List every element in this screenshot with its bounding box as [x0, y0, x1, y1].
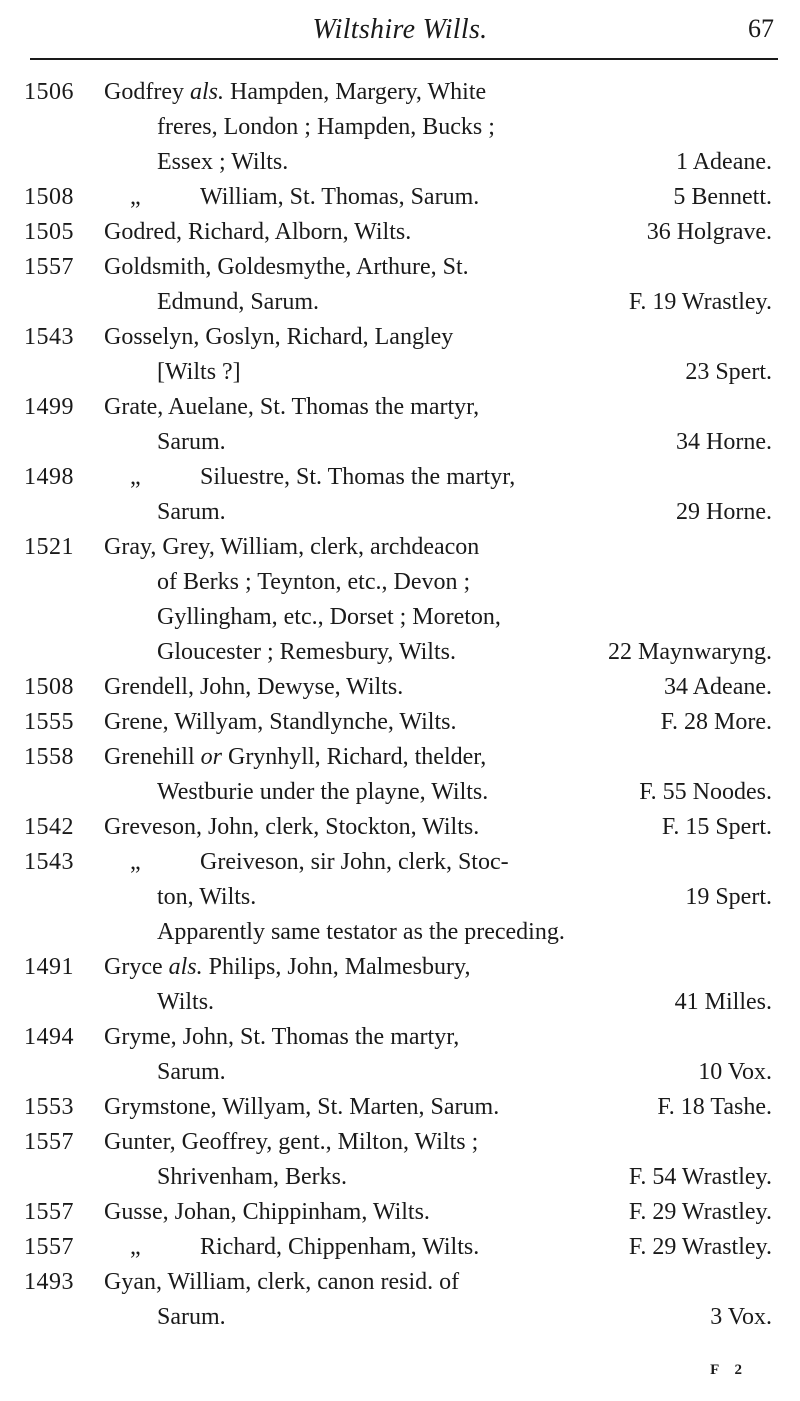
entry-line	[0, 565, 800, 600]
entry-text: freres, London ; Hampden, Bucks ;	[157, 114, 495, 140]
entry-text: Gloucester ; Remesbury, Wilts.	[157, 639, 456, 665]
entry-text: Godred, Richard, Alborn, Wilts.	[104, 219, 412, 245]
entry-line	[0, 425, 800, 460]
entry-text: [Wilts ?]	[157, 359, 241, 385]
entry-text: Sarum.	[157, 429, 226, 455]
entry-text: Grymstone, Willyam, St. Marten, Sarum.	[104, 1094, 500, 1120]
entry-year: 1508	[24, 184, 74, 210]
entry-line	[0, 1125, 800, 1160]
running-title: Wiltshire Wills.	[312, 14, 488, 45]
entry-text: Gunter, Geoffrey, gent., Milton, Wilts ;	[104, 1129, 479, 1155]
will-entry	[0, 460, 800, 530]
entry-year: 1521	[24, 534, 74, 560]
entry-text: ton, Wilts.	[157, 884, 257, 910]
entry-line	[0, 495, 800, 530]
entry-line	[0, 460, 800, 495]
will-entry	[0, 950, 800, 1020]
will-entry	[0, 215, 800, 250]
register-reference: F. 28 More.	[660, 709, 772, 735]
entry-year: 1558	[24, 744, 74, 770]
entry-text: Westburie under the playne, Wilts.	[157, 779, 489, 805]
entry-line	[0, 355, 800, 390]
entry-line	[0, 1195, 800, 1230]
register-reference: 10 Vox.	[698, 1059, 772, 1085]
entry-text: Sarum.	[157, 499, 226, 525]
register-reference: 22 Maynwaryng.	[608, 639, 772, 665]
register-reference: 19 Spert.	[685, 884, 772, 910]
register-reference: 3 Vox.	[710, 1304, 772, 1330]
entry-year: 1557	[24, 254, 74, 280]
entry-year: 1499	[24, 394, 74, 420]
entry-year: 1543	[24, 849, 74, 875]
entry-year: 1553	[24, 1094, 74, 1120]
entry-year: 1498	[24, 464, 74, 490]
entry-text: Gosselyn, Goslyn, Richard, Langley	[104, 324, 454, 350]
will-entry	[0, 1020, 800, 1090]
entry-year: 1543	[24, 324, 74, 350]
ditto-mark: „	[130, 1234, 141, 1260]
entry-text: Gusse, Johan, Chippinham, Wilts.	[104, 1199, 430, 1225]
entry-note: Apparently same testator as the preceding.	[157, 919, 565, 945]
entry-text: Goldsmith, Goldesmythe, Arthure, St.	[104, 254, 469, 280]
entry-line	[0, 1265, 800, 1300]
entry-line	[0, 880, 800, 915]
entry-year: 1557	[24, 1199, 74, 1225]
entry-text: Essex ; Wilts.	[157, 149, 289, 175]
entry-line	[0, 215, 800, 250]
ditto-mark: „	[130, 184, 141, 210]
entry-text: Sarum.	[157, 1059, 226, 1085]
entry-text: Grendell, John, Dewyse, Wilts.	[104, 674, 404, 700]
entry-line	[0, 775, 800, 810]
entry-year: 1493	[24, 1269, 74, 1295]
will-entries-list	[0, 75, 800, 1335]
entry-text: of Berks ; Teynton, etc., Devon ;	[157, 569, 471, 595]
entry-line	[0, 705, 800, 740]
will-entry	[0, 180, 800, 215]
register-reference: 5 Bennett.	[673, 184, 772, 210]
will-entry	[0, 740, 800, 810]
will-entry	[0, 250, 800, 320]
register-reference: 23 Spert.	[685, 359, 772, 385]
register-reference: 41 Milles.	[674, 989, 772, 1015]
entry-text: Grenehill or Grynhyll, Richard, thelder,	[104, 744, 487, 770]
entry-year: 1508	[24, 674, 74, 700]
will-entry	[0, 1090, 800, 1125]
entry-text: Shrivenham, Berks.	[157, 1164, 347, 1190]
will-entry	[0, 320, 800, 390]
entry-text: Wilts.	[157, 989, 215, 1015]
entry-year: 1555	[24, 709, 74, 735]
will-entry	[0, 1125, 800, 1195]
entry-line	[0, 1300, 800, 1335]
entry-line	[0, 1020, 800, 1055]
entry-line	[0, 110, 800, 145]
page-header	[0, 0, 800, 60]
ditto-mark: „	[130, 849, 141, 875]
entry-line	[0, 75, 800, 110]
entry-year: 1542	[24, 814, 74, 840]
entry-line	[0, 670, 800, 705]
header-rule	[30, 58, 778, 60]
entry-line	[0, 1230, 800, 1265]
entry-line	[0, 635, 800, 670]
entry-line	[0, 320, 800, 355]
printer-signature: F 2	[710, 1362, 748, 1378]
entry-text: Sarum.	[157, 1304, 226, 1330]
entry-text: Siluestre, St. Thomas the martyr,	[200, 464, 516, 490]
register-reference: 34 Horne.	[676, 429, 772, 455]
entry-line	[0, 845, 800, 880]
entry-line	[0, 145, 800, 180]
entry-text: Gryme, John, St. Thomas the martyr,	[104, 1024, 460, 1050]
will-entry	[0, 530, 800, 670]
entry-line	[0, 950, 800, 985]
will-entry	[0, 670, 800, 705]
entry-line	[0, 810, 800, 845]
entry-year: 1557	[24, 1234, 74, 1260]
entry-line	[0, 600, 800, 635]
entry-year: 1494	[24, 1024, 74, 1050]
entry-text: Richard, Chippenham, Wilts.	[200, 1234, 480, 1260]
entry-year: 1491	[24, 954, 74, 980]
will-entry	[0, 75, 800, 180]
will-entry	[0, 1265, 800, 1335]
entry-text: Gyan, William, clerk, canon resid. of	[104, 1269, 460, 1295]
entry-year: 1506	[24, 79, 74, 105]
entry-line	[0, 1090, 800, 1125]
will-entry	[0, 810, 800, 845]
entry-line	[0, 250, 800, 285]
entry-text: William, St. Thomas, Sarum.	[200, 184, 480, 210]
entry-line	[0, 285, 800, 320]
register-reference: F. 29 Wrastley.	[628, 1234, 772, 1260]
register-reference: F. 54 Wrastley.	[628, 1164, 772, 1190]
entry-line	[0, 985, 800, 1020]
will-entry	[0, 1195, 800, 1230]
entry-note-line	[0, 915, 800, 950]
entry-text: Grene, Willyam, Standlynche, Wilts.	[104, 709, 457, 735]
register-reference: F. 18 Tashe.	[657, 1094, 772, 1120]
entry-line	[0, 1160, 800, 1195]
register-reference: F. 55 Noodes.	[639, 779, 772, 805]
register-reference: 1 Adeane.	[676, 149, 772, 175]
entry-text: Gyllingham, etc., Dorset ; Moreton,	[157, 604, 501, 630]
entry-line	[0, 1055, 800, 1090]
entry-line	[0, 390, 800, 425]
register-reference: 36 Holgrave.	[646, 219, 772, 245]
entry-year: 1557	[24, 1129, 74, 1155]
page-number: 67	[748, 14, 774, 43]
register-reference: F. 19 Wrastley.	[628, 289, 772, 315]
will-entry	[0, 390, 800, 460]
entry-text: Gryce als. Philips, John, Malmesbury,	[104, 954, 471, 980]
entry-year: 1505	[24, 219, 74, 245]
register-reference: 29 Horne.	[676, 499, 772, 525]
register-reference: 34 Adeane.	[664, 674, 772, 700]
register-reference: F. 15 Spert.	[661, 814, 772, 840]
ditto-mark: „	[130, 464, 141, 490]
entry-line	[0, 180, 800, 215]
entry-line	[0, 740, 800, 775]
entry-text: Greveson, John, clerk, Stockton, Wilts.	[104, 814, 480, 840]
entry-line	[0, 530, 800, 565]
entry-text: Gray, Grey, William, clerk, archdeacon	[104, 534, 480, 560]
will-entry	[0, 705, 800, 740]
will-entry	[0, 1230, 800, 1265]
entry-text: Godfrey als. Hampden, Margery, White	[104, 79, 487, 105]
entry-text: Edmund, Sarum.	[157, 289, 319, 315]
will-entry	[0, 845, 800, 950]
entry-text: Greiveson, sir John, clerk, Stoc-	[200, 849, 509, 875]
entry-text: Grate, Auelane, St. Thomas the martyr,	[104, 394, 480, 420]
register-reference: F. 29 Wrastley.	[628, 1199, 772, 1225]
